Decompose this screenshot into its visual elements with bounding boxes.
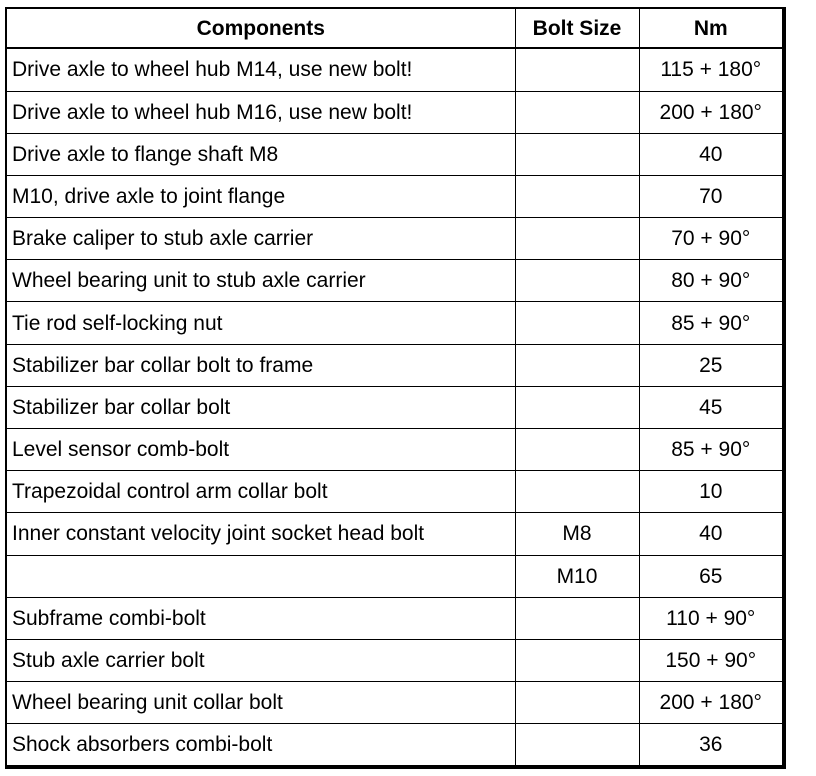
torque-nm-cell: 110 + 90° <box>639 597 782 639</box>
component-cell: Drive axle to wheel hub M14, use new bolt! <box>7 48 515 91</box>
table-body <box>7 48 782 765</box>
table-row <box>7 513 782 555</box>
torque-nm-cell: 150 + 90° <box>639 639 782 681</box>
component-cell: Brake caliper to stub axle carrier <box>7 218 515 260</box>
torque-nm-cell: 115 + 180° <box>639 48 782 91</box>
torque-nm-cell: 200 + 180° <box>639 682 782 724</box>
torque-nm-cell: 70 <box>639 175 782 217</box>
table-row <box>7 260 782 302</box>
header-bolt-size: Bolt Size <box>515 9 639 48</box>
table-row <box>7 597 782 639</box>
torque-nm-cell: 85 + 90° <box>639 429 782 471</box>
torque-nm-cell: 36 <box>639 724 782 765</box>
torque-nm-cell: 80 + 90° <box>639 260 782 302</box>
bolt-size-cell <box>515 175 639 217</box>
header-nm: Nm <box>639 9 782 48</box>
component-cell <box>7 555 515 597</box>
bolt-size-cell <box>515 302 639 344</box>
bolt-size-cell <box>515 682 639 724</box>
component-cell: Subframe combi-bolt <box>7 597 515 639</box>
bolt-size-cell <box>515 133 639 175</box>
bolt-size-cell <box>515 48 639 91</box>
component-cell: Trapezoidal control arm collar bolt <box>7 471 515 513</box>
component-cell: Wheel bearing unit collar bolt <box>7 682 515 724</box>
table-row <box>7 429 782 471</box>
table-row <box>7 175 782 217</box>
table-row <box>7 91 782 133</box>
component-cell: Drive axle to wheel hub M16, use new bolt! <box>7 91 515 133</box>
torque-nm-cell: 40 <box>639 513 782 555</box>
bolt-size-cell <box>515 429 639 471</box>
torque-specifications-table <box>7 9 782 765</box>
component-cell: Inner constant velocity joint socket head bolt <box>7 513 515 555</box>
component-cell: Drive axle to flange shaft M8 <box>7 133 515 175</box>
component-cell: Level sensor comb-bolt <box>7 429 515 471</box>
component-cell: Wheel bearing unit to stub axle carrier <box>7 260 515 302</box>
table-row <box>7 48 782 91</box>
table-row <box>7 724 782 765</box>
component-cell: Tie rod self-locking nut <box>7 302 515 344</box>
torque-nm-cell: 45 <box>639 386 782 428</box>
table-row <box>7 344 782 386</box>
table-row <box>7 471 782 513</box>
torque-nm-cell: 65 <box>639 555 782 597</box>
bolt-size-cell: M8 <box>515 513 639 555</box>
table-row <box>7 218 782 260</box>
bolt-size-cell: M10 <box>515 555 639 597</box>
torque-nm-cell: 85 + 90° <box>639 302 782 344</box>
table-row <box>7 639 782 681</box>
torque-table <box>5 7 786 769</box>
bolt-size-cell <box>515 639 639 681</box>
bolt-size-cell <box>515 597 639 639</box>
table-row <box>7 302 782 344</box>
bolt-size-cell <box>515 386 639 428</box>
header-components: Components <box>7 9 515 48</box>
bolt-size-cell <box>515 260 639 302</box>
bolt-size-cell <box>515 724 639 765</box>
component-cell: Shock absorbers combi-bolt <box>7 724 515 765</box>
bolt-size-cell <box>515 91 639 133</box>
component-cell: Stabilizer bar collar bolt to frame <box>7 344 515 386</box>
torque-nm-cell: 10 <box>639 471 782 513</box>
torque-nm-cell: 200 + 180° <box>639 91 782 133</box>
torque-nm-cell: 70 + 90° <box>639 218 782 260</box>
component-cell: M10, drive axle to joint flange <box>7 175 515 217</box>
table-row <box>7 386 782 428</box>
bolt-size-cell <box>515 471 639 513</box>
bolt-size-cell <box>515 218 639 260</box>
table-row <box>7 133 782 175</box>
table-row <box>7 555 782 597</box>
component-cell: Stub axle carrier bolt <box>7 639 515 681</box>
header-row <box>7 9 782 48</box>
bolt-size-cell <box>515 344 639 386</box>
torque-nm-cell: 25 <box>639 344 782 386</box>
torque-nm-cell: 40 <box>639 133 782 175</box>
table-row <box>7 682 782 724</box>
component-cell: Stabilizer bar collar bolt <box>7 386 515 428</box>
